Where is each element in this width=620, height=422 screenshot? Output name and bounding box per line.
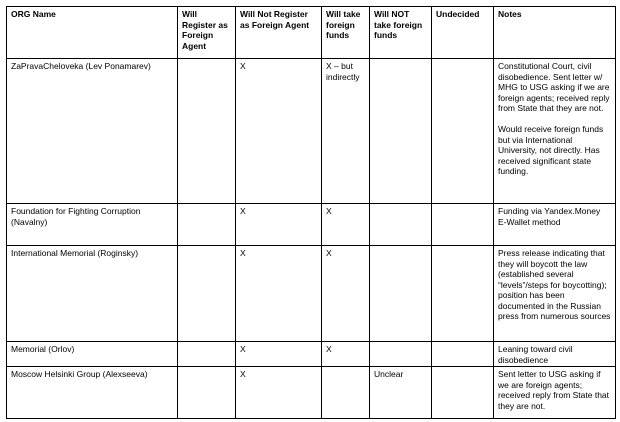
will-not-register-cell: X bbox=[236, 367, 322, 419]
org-name-cell: International Memorial (Roginsky) bbox=[7, 246, 178, 342]
will-not-register-cell: X bbox=[236, 59, 322, 204]
will-register-cell bbox=[178, 204, 236, 246]
notes-cell bbox=[494, 342, 616, 367]
table-row bbox=[7, 59, 616, 204]
header-org-name: ORG Name bbox=[7, 7, 178, 59]
document-page bbox=[6, 6, 615, 419]
undecided-cell bbox=[432, 204, 494, 246]
will-register-cell bbox=[178, 59, 236, 204]
not-take-funds-cell: Unclear bbox=[370, 367, 432, 419]
org-name-cell: Foundation for Fighting Corruption (Navalny) bbox=[7, 204, 178, 246]
undecided-cell bbox=[432, 367, 494, 419]
header-will-take-funds: Will take foreign funds bbox=[322, 7, 370, 59]
notes-paragraph: Press release indicating that they will boycott the law (established several “levels”/steps for boycotting); position has been documented in the Russian press from numerous sources bbox=[498, 248, 611, 321]
notes-cell bbox=[494, 204, 616, 246]
org-name-cell: ZaPravaCheloveka (Lev Ponamarev) bbox=[7, 59, 178, 204]
undecided-cell bbox=[432, 246, 494, 342]
not-take-funds-cell bbox=[370, 246, 432, 342]
notes-cell bbox=[494, 59, 616, 204]
table-row bbox=[7, 367, 616, 419]
will-register-cell bbox=[178, 246, 236, 342]
org-position-table bbox=[6, 6, 616, 419]
notes-paragraph: Funding via Yandex.Money E-Wallet method bbox=[498, 206, 601, 227]
header-notes: Notes bbox=[494, 7, 616, 59]
undecided-cell bbox=[432, 342, 494, 367]
not-take-funds-cell bbox=[370, 204, 432, 246]
notes-paragraph: Would receive foreign funds but via International University, not directly. Has received significant state funding. bbox=[498, 124, 604, 176]
take-funds-cell bbox=[322, 367, 370, 419]
org-name-cell: Moscow Helsinki Group (Alexseeva) bbox=[7, 367, 178, 419]
table-row bbox=[7, 204, 616, 246]
take-funds-cell: X bbox=[322, 342, 370, 367]
header-will-not-register: Will Not Register as Foreign Agent bbox=[236, 7, 322, 59]
notes-paragraph: Leaning toward civil disobedience bbox=[498, 344, 573, 365]
notes-paragraph: Sent letter to USG asking if we are foreign agents; received reply from State that they are not. bbox=[498, 369, 610, 411]
header-will-not-take-funds: Will NOT take foreign funds bbox=[370, 7, 432, 59]
undecided-cell bbox=[432, 59, 494, 204]
org-name-cell: Memorial (Orlov) bbox=[7, 342, 178, 367]
table-header-row bbox=[7, 7, 616, 59]
not-take-funds-cell bbox=[370, 342, 432, 367]
table-row bbox=[7, 342, 616, 367]
take-funds-cell: X – but indirectly bbox=[322, 59, 370, 204]
notes-paragraph: Constitutional Court, civil disobedience. Sent letter w/ MHG to USG asking if we are foreign agents; received reply from State that they are not. bbox=[498, 61, 610, 113]
will-register-cell bbox=[178, 342, 236, 367]
will-not-register-cell: X bbox=[236, 246, 322, 342]
will-register-cell bbox=[178, 367, 236, 419]
notes-cell bbox=[494, 246, 616, 342]
notes-cell bbox=[494, 367, 616, 419]
take-funds-cell: X bbox=[322, 246, 370, 342]
header-undecided: Undecided bbox=[432, 7, 494, 59]
header-will-register: Will Register as Foreign Agent bbox=[178, 7, 236, 59]
take-funds-cell: X bbox=[322, 204, 370, 246]
table-row bbox=[7, 246, 616, 342]
will-not-register-cell: X bbox=[236, 204, 322, 246]
will-not-register-cell: X bbox=[236, 342, 322, 367]
not-take-funds-cell bbox=[370, 59, 432, 204]
